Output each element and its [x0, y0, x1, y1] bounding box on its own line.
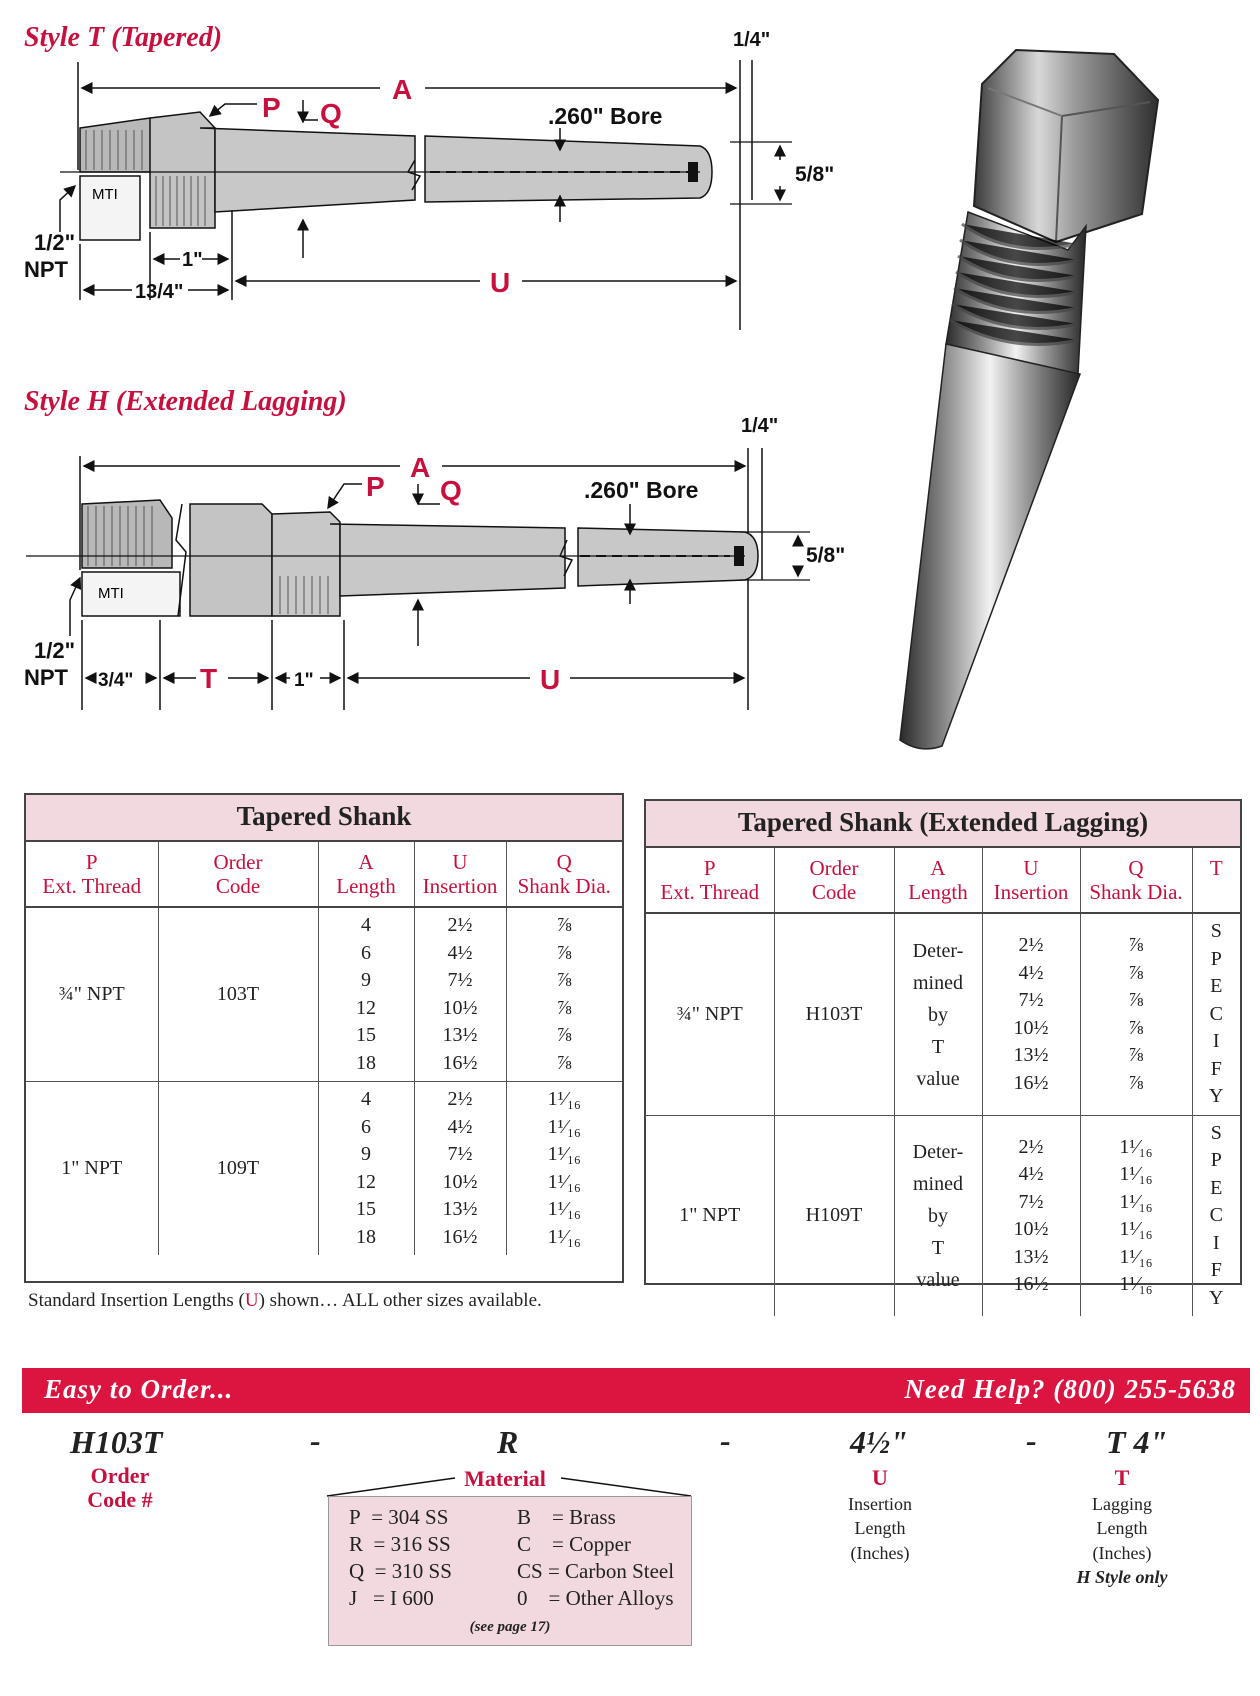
insertion-cell: 2½ 4½ 7½ 10½ 13½ 16½ [414, 907, 506, 1082]
insertion-value-example: 4½" [850, 1424, 908, 1460]
list-item: 0 = Other Alloys [517, 1586, 674, 1610]
style-t-title: Style T (Tapered) [24, 22, 223, 53]
insertion-length-note: Insertion Length (Inches) [848, 1494, 912, 1563]
list-item: CS = Carbon Steel [517, 1559, 675, 1583]
npt-half-label: 1/2" [34, 638, 76, 663]
material-label: Material [464, 1466, 546, 1491]
col-header-code: Order Code [158, 842, 318, 907]
thread-cell: 1" NPT [646, 1115, 774, 1316]
bore-label: .260" Bore [548, 103, 663, 129]
order-code-label: Order Code # [87, 1463, 153, 1513]
insertion-cell: 2½ 4½ 7½ 10½ 13½ 16½ [982, 1115, 1080, 1316]
order-code-example: H103T [70, 1424, 163, 1460]
separator-dash: - [310, 1422, 321, 1458]
footnote: Standard Insertion Lengths (U) shown… ALL other sizes available. [28, 1290, 542, 1311]
order-banner [22, 1368, 1250, 1413]
length-cell: 4 6 9 12 15 18 [318, 907, 414, 1082]
col-header-length: A Length [318, 842, 414, 907]
thermowell-photo [860, 44, 1260, 774]
npt-label: NPT [24, 257, 68, 282]
thread-cell: 1" NPT [26, 1082, 158, 1256]
dim-a-label: A [392, 74, 413, 105]
style-h-drawing [0, 400, 860, 720]
dim-quarter-label: 1/4" [741, 415, 779, 437]
thread-cell: ¾" NPT [646, 913, 774, 1115]
table-row [26, 907, 622, 1082]
dim-one-inch: 1" [182, 249, 203, 271]
dim-p-label: P [262, 92, 281, 123]
bore-label: .260" Bore [584, 477, 699, 503]
insertion-cell: 2½ 4½ 7½ 10½ 13½ 16½ [414, 1082, 506, 1256]
see-page-note: (see page 17) [469, 1619, 551, 1635]
table-row [646, 913, 1240, 1115]
shank-dia-cell: 1¹⁄₁₆ 1¹⁄₁₆ 1¹⁄₁₆ 1¹⁄₁₆ 1¹⁄₁₆ 1¹⁄₁₆ [547, 1088, 581, 1248]
list-item: P = 304 SS [349, 1505, 449, 1529]
col-header-t: T [1192, 848, 1240, 913]
dim-u-label: U [540, 664, 561, 695]
dim-quarter-label: 1/4" [733, 29, 771, 51]
dim-q-label: Q [320, 98, 342, 129]
npt-half-label: 1/2" [34, 230, 76, 255]
table-title: Tapered Shank [26, 795, 622, 842]
col-header-thread: P Ext. Thread [26, 842, 158, 907]
col-header-shank-dia: Q Shank Dia. [1080, 848, 1192, 913]
dim-three-quarter: 3/4" [98, 670, 134, 691]
list-item: B = Brass [517, 1505, 616, 1529]
dim-q-label: Q [440, 475, 462, 506]
thread-cell: ¾" NPT [26, 907, 158, 1082]
material-code-example: R [497, 1424, 519, 1460]
col-header-insertion: U Insertion [982, 848, 1080, 913]
style-h-title: Style H (Extended Lagging) [24, 386, 347, 417]
list-item: Q = 310 SS [349, 1559, 452, 1583]
material-options-box [328, 1496, 692, 1646]
tapered-shank-table [24, 793, 624, 1283]
npt-label: NPT [24, 665, 68, 690]
u-letter: U [872, 1465, 888, 1490]
easy-to-order-label: Easy to Order... [44, 1374, 234, 1404]
dim-p-label: P [366, 471, 385, 502]
order-code-cell: H103T [774, 913, 894, 1115]
mti-mark: MTI [98, 585, 124, 602]
col-header-code: Order Code [774, 848, 894, 913]
col-header-thread: P Ext. Thread [646, 848, 774, 913]
col-header-length: A Length [894, 848, 982, 913]
dim-a-label: A [410, 452, 431, 483]
lagging-value-example: T 4" [1106, 1424, 1168, 1460]
col-header-insertion: U Insertion [414, 842, 506, 907]
shank-dia-cell: 1¹⁄₁₆ 1¹⁄₁₆ 1¹⁄₁₆ 1¹⁄₁₆ 1¹⁄₁₆ 1¹⁄₁₆ [1080, 1115, 1192, 1316]
length-cell: Deter- mined by T value [894, 913, 982, 1115]
dim-u-label: U [490, 267, 511, 298]
dim-t-label: T [200, 663, 218, 694]
table-title: Tapered Shank (Extended Lagging) [646, 801, 1240, 848]
list-item: R = 316 SS [349, 1532, 451, 1556]
t-specify-cell: S P E C I F Y [1209, 1121, 1224, 1309]
shank-dia-cell: ⅞ ⅞ ⅞ ⅞ ⅞ ⅞ [506, 907, 622, 1082]
shank-dia-cell: ⅞ ⅞ ⅞ ⅞ ⅞ ⅞ [1080, 913, 1192, 1115]
table-row [646, 1115, 1240, 1316]
dim-five-eighths: 5/8" [795, 163, 835, 186]
separator-dash: - [720, 1422, 731, 1458]
dim-one-three-quarter: 13/4" [135, 281, 184, 303]
insertion-cell: 2½ 4½ 7½ 10½ 13½ 16½ [982, 913, 1080, 1115]
separator-dash: - [1026, 1422, 1037, 1458]
length-cell: Deter- mined by T value [894, 1115, 982, 1316]
order-code-cell: H109T [774, 1115, 894, 1316]
t-letter: T [1114, 1465, 1130, 1490]
dim-one-inch: 1" [294, 670, 314, 691]
list-item: J = I 600 [349, 1586, 434, 1610]
extended-lagging-table [644, 799, 1242, 1309]
order-code-cell: 103T [158, 907, 318, 1082]
style-t-drawing [0, 0, 860, 330]
t-specify-cell: S P E C I F Y [1192, 913, 1240, 1115]
col-header-shank-dia: Q Shank Dia. [506, 842, 622, 907]
help-phone: Need Help? (800) 255-5638 [904, 1374, 1236, 1404]
mti-mark: MTI [92, 186, 118, 203]
table-row [26, 1082, 622, 1256]
list-item: C = Copper [517, 1532, 631, 1556]
lagging-length-note: Lagging Length (Inches) H Style only [1076, 1494, 1168, 1587]
order-code-cell: 109T [158, 1082, 318, 1256]
dim-five-eighths: 5/8" [806, 544, 846, 567]
length-cell: 4 6 9 12 15 18 [318, 1082, 414, 1256]
